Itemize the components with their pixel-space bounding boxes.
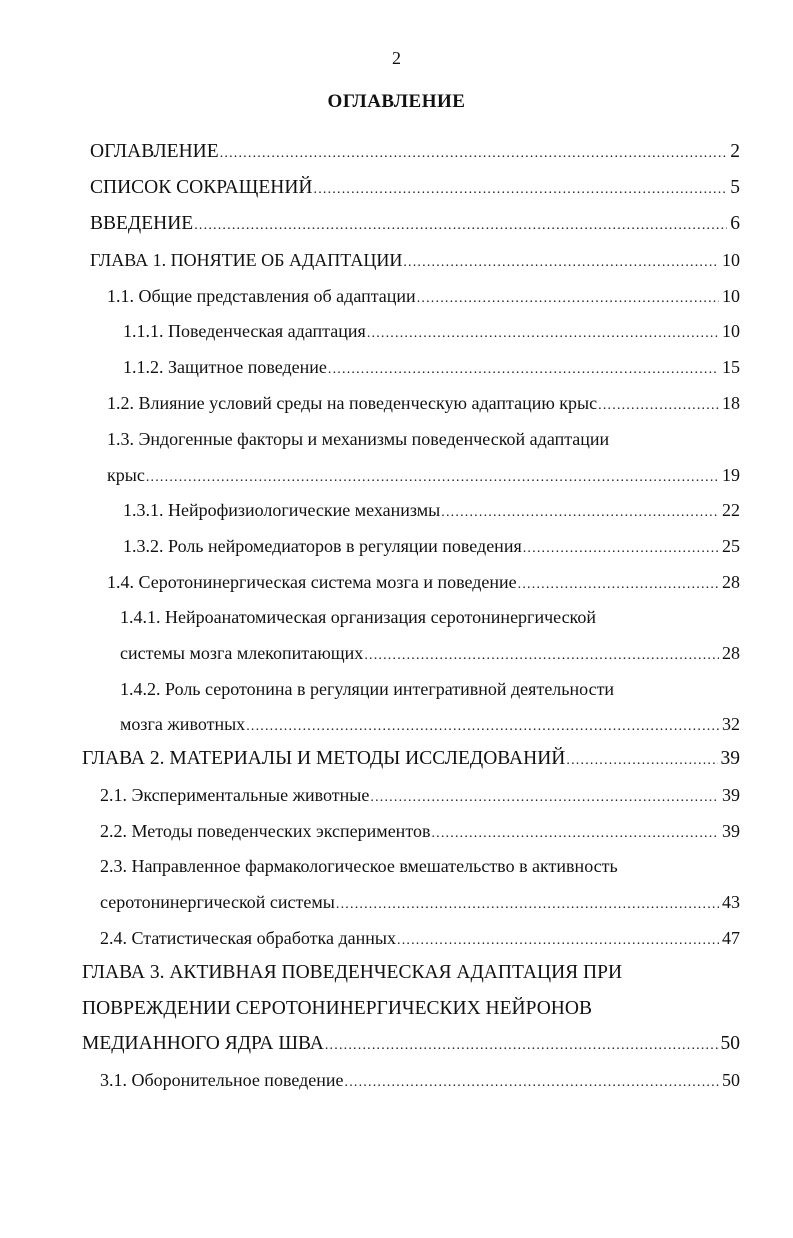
toc-entry-2-1[interactable] <box>100 784 740 809</box>
toc-entry-page: 28 <box>722 643 740 663</box>
toc-entry-text: 1.4.2. Роль серотонина в регуляции интегративной деятельности <box>120 679 615 699</box>
toc-entry-text: ГЛАВА 1. ПОНЯТИЕ ОБ АДАПТАЦИИ <box>90 250 403 270</box>
toc-entry-1-4-1-line2[interactable] <box>120 642 740 667</box>
toc-leader <box>146 467 719 489</box>
toc-entry-page: 28 <box>722 572 740 592</box>
toc-leader <box>523 538 719 560</box>
toc-entry-text: 1.4.1. Нейроанатомическая организация серотонинергической <box>120 607 597 627</box>
toc-entry-chapter-2[interactable] <box>82 748 740 772</box>
toc-entry-1-4[interactable] <box>107 571 740 596</box>
toc-entry-introduction[interactable] <box>90 213 740 237</box>
toc-entry-1-2[interactable] <box>107 392 740 417</box>
toc-entry-text: 1.3.1. Нейрофизиологические механизмы <box>123 500 441 520</box>
toc-entry-text: 1.3. Эндогенные факторы и механизмы поведенческой адаптации <box>107 429 610 449</box>
toc-entry-text: ГЛАВА 2. МАТЕРИАЛЫ И МЕТОДЫ ИССЛЕДОВАНИЙ <box>82 748 566 769</box>
toc-entry-2-2[interactable] <box>100 820 740 845</box>
toc-entry-page: 19 <box>722 465 740 485</box>
toc-entry-2-3-line1[interactable] <box>100 855 740 877</box>
toc-entry-1-3-line1[interactable] <box>107 428 740 450</box>
toc-entry-text: 2.2. Методы поведенческих экспериментов <box>100 821 431 841</box>
toc-entry-page: 50 <box>722 1070 740 1090</box>
toc-entry-contents[interactable] <box>90 141 740 165</box>
toc-entry-text: 1.3.2. Роль нейромедиаторов в регуляции поведения <box>123 536 522 556</box>
toc-leader <box>246 716 719 738</box>
toc-entry-page: 39 <box>720 748 740 769</box>
toc-entry-page: 50 <box>720 1033 740 1054</box>
toc-leader <box>328 359 719 381</box>
toc-leader <box>325 1035 718 1057</box>
toc-entry-text: 1.2. Влияние условий среды на поведенческую адаптацию крыс <box>107 393 598 413</box>
toc-entry-abbreviations[interactable] <box>90 177 740 201</box>
toc-entry-page: 32 <box>722 714 740 734</box>
toc-leader <box>367 323 719 345</box>
toc-entry-text: 2.3. Направленное фармакологическое вмешательство в активность <box>100 856 618 876</box>
toc-leader <box>336 894 719 916</box>
toc-entry-3-1[interactable] <box>100 1069 740 1094</box>
toc-leader <box>314 179 728 201</box>
toc-entry-text: 1.1.2. Защитное поведение <box>123 357 327 377</box>
toc-entry-page: 10 <box>722 321 740 341</box>
toc-leader <box>364 645 719 667</box>
toc-entry-page: 39 <box>722 785 740 805</box>
toc-entry-1-3-2[interactable] <box>123 535 740 560</box>
toc-entry-text: крыс <box>107 465 145 485</box>
toc-entry-text: ВВЕДЕНИЕ <box>90 213 194 234</box>
toc-leader <box>441 502 719 524</box>
toc-entry-text: 1.4. Серотонинергическая система мозга и поведение <box>107 572 517 592</box>
toc-entry-text: 3.1. Оборонительное поведение <box>100 1070 344 1090</box>
toc-entry-text: серотонинергической системы <box>100 892 335 912</box>
toc-entry-1-1-2[interactable] <box>123 356 740 381</box>
toc-leader <box>345 1072 720 1094</box>
page-number: 2 <box>392 48 401 68</box>
toc-entry-text: 2.1. Экспериментальные животные <box>100 785 370 805</box>
toc-leader <box>417 288 719 310</box>
toc-entry-chapter-3-line3[interactable] <box>82 1033 740 1057</box>
toc-leader <box>403 252 719 274</box>
toc-entry-1-1[interactable] <box>107 285 740 310</box>
toc-entry-1-4-1-line1[interactable] <box>120 606 740 628</box>
toc-entry-chapter-3-line2[interactable] <box>82 998 740 1020</box>
toc-entry-1-1-1[interactable] <box>123 320 740 345</box>
toc-entry-text: 1.1.1. Поведенческая адаптация <box>123 321 366 341</box>
toc-leader <box>566 750 717 772</box>
toc-entry-page: 10 <box>722 286 740 306</box>
toc-leader <box>431 823 719 845</box>
toc-entry-2-4[interactable] <box>100 927 740 952</box>
toc-entry-text: СПИСОК СОКРАЩЕНИЙ <box>90 177 313 198</box>
toc-entry-text: 2.4. Статистическая обработка данных <box>100 928 396 948</box>
toc-entry-page: 6 <box>730 213 740 234</box>
toc-entry-page: 10 <box>722 250 740 270</box>
toc-entry-text: ОГЛАВЛЕНИЕ <box>90 141 219 162</box>
toc-leader <box>220 143 728 165</box>
toc-entry-chapter-3-line1[interactable] <box>82 962 740 984</box>
toc-entry-page: 25 <box>722 536 740 556</box>
toc-entry-page: 18 <box>722 393 740 413</box>
toc-leader <box>518 574 719 596</box>
toc-entry-page: 15 <box>722 357 740 377</box>
toc-entry-text: МЕДИАННОГО ЯДРА ШВА <box>82 1033 324 1054</box>
toc-entry-1-4-2-line1[interactable] <box>120 678 740 700</box>
toc-entry-text: мозга животных <box>120 714 246 734</box>
toc-entry-page: 2 <box>730 141 740 162</box>
toc-entry-page: 43 <box>722 892 740 912</box>
toc-leader <box>397 930 719 952</box>
toc-entry-chapter-1[interactable] <box>90 249 740 274</box>
toc-entry-page: 47 <box>722 928 740 948</box>
toc-entry-text: системы мозга млекопитающих <box>120 643 364 663</box>
toc-leader <box>194 215 727 237</box>
toc-entry-1-4-2-line2[interactable] <box>120 713 740 738</box>
toc-entry-2-3-line2[interactable] <box>100 891 740 916</box>
toc-entry-page: 39 <box>722 821 740 841</box>
toc-entry-1-3-1[interactable] <box>123 499 740 524</box>
toc-entry-1-3-line2[interactable] <box>107 464 740 489</box>
toc-leader <box>370 787 719 809</box>
toc-entry-text: ГЛАВА 3. АКТИВНАЯ ПОВЕДЕНЧЕСКАЯ АДАПТАЦИЯ ПРИ <box>82 962 623 983</box>
page-title: ОГЛАВЛЕНИЕ <box>327 91 466 112</box>
toc-entry-text: 1.1. Общие представления об адаптации <box>107 286 416 306</box>
toc-leader <box>598 395 719 417</box>
toc-entry-text: ПОВРЕЖДЕНИИ СЕРОТОНИНЕРГИЧЕСКИХ НЕЙРОНОВ <box>82 998 592 1019</box>
toc-entry-page: 22 <box>722 500 740 520</box>
toc-entry-page: 5 <box>730 177 740 198</box>
